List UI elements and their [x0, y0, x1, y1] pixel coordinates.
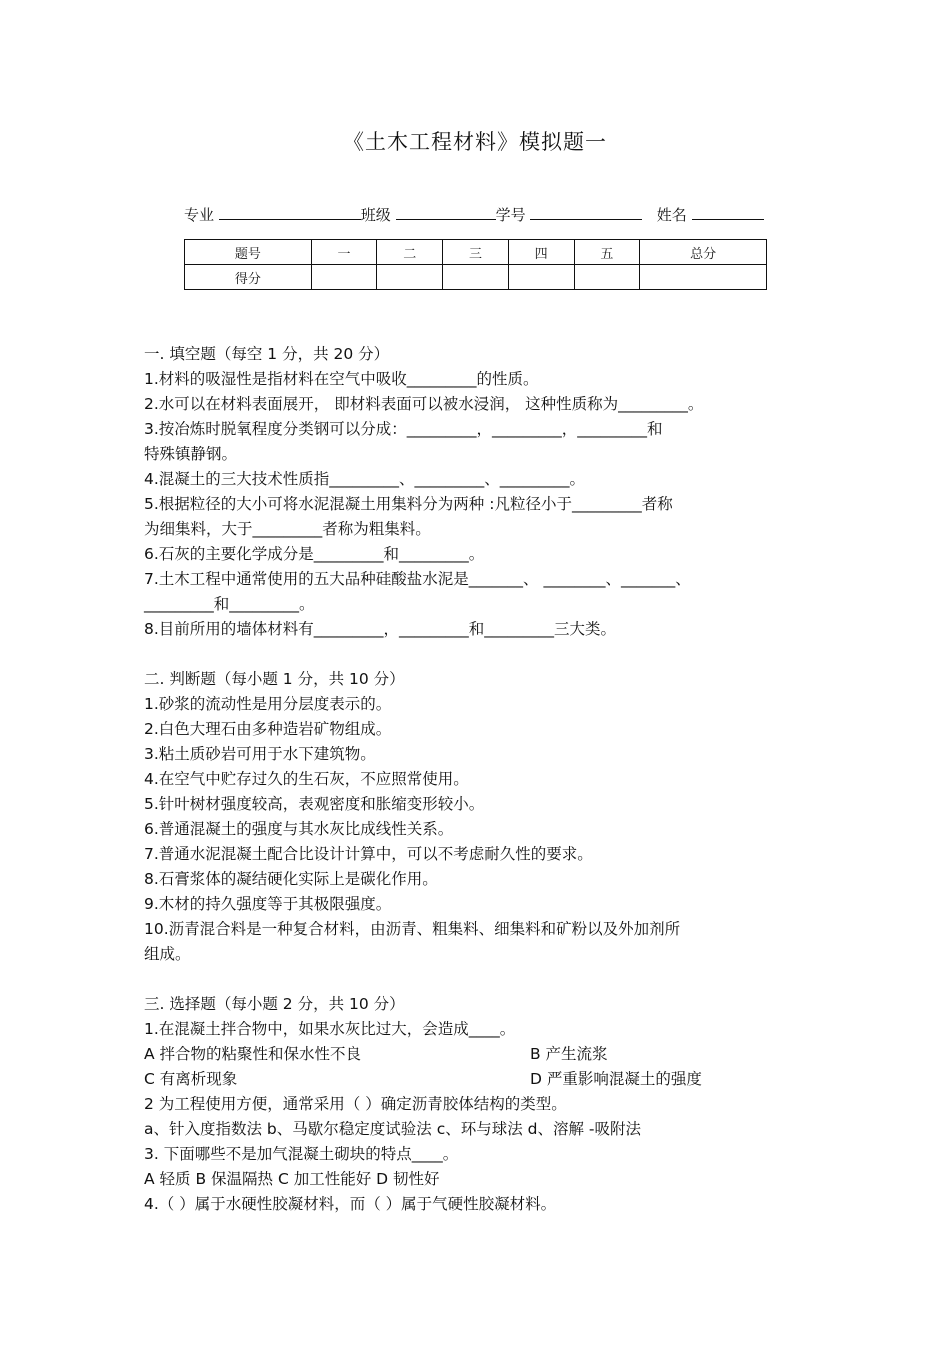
major-field[interactable] — [219, 205, 361, 220]
page-title: 《土木工程材料》模拟题一 — [343, 130, 607, 154]
score-cell[interactable] — [443, 265, 509, 290]
header-cell: 四 — [508, 240, 574, 265]
exam-content — [144, 342, 824, 1217]
option-line: A 轻质 B 保温隔热 C 加工性能好 D 韧性好 — [144, 1170, 440, 1188]
major-label: 专业 — [184, 206, 215, 224]
question-line: 4.混凝土的三大技术性质指_________、_________、_________。 — [144, 470, 586, 488]
question-line: 7.土木工程中通常使用的五大品种硅酸盐水泥是_______、 ________、_______、 — [144, 570, 691, 588]
header-cell: 总分 — [640, 240, 767, 265]
question-line: 4.在空气中贮存过久的生石灰，不应照常使用。 — [144, 770, 469, 788]
question-line: 8.目前所用的墙体材料有_________，_________和_________三大类。 — [144, 620, 617, 638]
question-line: 1.砂浆的流动性是用分层度表示的。 — [144, 695, 392, 713]
score-table — [184, 239, 767, 290]
score-table-header — [185, 240, 767, 265]
option-d: D 严重影响混凝土的强度 — [530, 1070, 702, 1088]
row-label-cell: 得分 — [185, 265, 312, 290]
class-field[interactable] — [396, 205, 496, 220]
question-line: 2 为工程使用方便，通常采用（ ）确定沥青胶体结构的类型。 — [144, 1095, 567, 1113]
score-cell[interactable] — [508, 265, 574, 290]
header-cell: 一 — [311, 240, 377, 265]
section-heading: 三. 选择题（每小题 2 分，共 10 分） — [144, 995, 405, 1013]
score-cell[interactable] — [311, 265, 377, 290]
question-line: 3.按冶炼时脱氧程度分类钢可以分成：_________，_________，_________和 — [144, 420, 663, 438]
question-line: 2.白色大理石由多种造岩矿物组成。 — [144, 720, 392, 738]
student-id-label: 学号 — [495, 206, 526, 224]
question-line: 组成。 — [144, 945, 191, 963]
option-b: B 产生流浆 — [530, 1045, 608, 1063]
student-info-line — [184, 204, 774, 225]
score-table-row — [185, 265, 767, 290]
question-line: 9.木材的持久强度等于其极限强度。 — [144, 895, 392, 913]
question-line: 4.（ ）属于水硬性胶凝材料，而（ ）属于气硬性胶凝材料。 — [144, 1195, 557, 1213]
header-cell: 三 — [443, 240, 509, 265]
question-line: 7.普通水泥混凝土配合比设计计算中，可以不考虑耐久性的要求。 — [144, 845, 593, 863]
header-cell: 题号 — [185, 240, 312, 265]
question-line: 特殊镇静钢。 — [144, 445, 238, 463]
name-field[interactable] — [692, 205, 764, 220]
option-line: a、针入度指数法 b、马歇尔稳定度试验法 c、环与球法 d、溶解 -吸附法 — [144, 1120, 642, 1138]
question-line: 5.根据粒径的大小可将水泥混凝土用集料分为两种 :凡粒径小于_________者称 — [144, 495, 673, 513]
option-row — [144, 1067, 824, 1092]
score-cell[interactable] — [574, 265, 640, 290]
section-heading: 一. 填空题（每空 1 分，共 20 分） — [144, 345, 390, 363]
header-cell: 二 — [377, 240, 443, 265]
option-row — [144, 1042, 824, 1067]
question-line: 8.石膏浆体的凝结硬化实际上是碳化作用。 — [144, 870, 438, 888]
question-line: 1.材料的吸湿性是指材料在空气中吸收_________的性质。 — [144, 370, 539, 388]
section-heading: 二. 判断题（每小题 1 分，共 10 分） — [144, 670, 405, 688]
question-line: 6.普通混凝土的强度与其水灰比成线性关系。 — [144, 820, 454, 838]
question-line: 6.石灰的主要化学成分是_________和_________。 — [144, 545, 485, 563]
question-line: 3. 下面哪些不是加气混凝土砌块的特点____。 — [144, 1145, 459, 1163]
question-line: 5.针叶树材强度较高，表观密度和胀缩变形较小。 — [144, 795, 485, 813]
question-line: 为细集料，大于_________者称为粗集料。 — [144, 520, 431, 538]
question-line: 1.在混凝土拌合物中，如果水灰比过大，会造成____。 — [144, 1020, 516, 1038]
question-line: 3.粘土质砂岩可用于水下建筑物。 — [144, 745, 376, 763]
question-line: 10.沥青混合料是一种复合材料，由沥青、粗集料、细集料和矿粉以及外加剂所 — [144, 920, 681, 938]
option-a: A 拌合物的粘聚性和保水性不良 — [144, 1045, 362, 1063]
student-id-field[interactable] — [530, 205, 642, 220]
question-line: 2.水可以在材料表面展开， 即材料表面可以被水浸润， 这种性质称为_________。 — [144, 395, 704, 413]
option-c: C 有离析现象 — [144, 1070, 238, 1088]
header-cell: 五 — [574, 240, 640, 265]
class-label: 班级 — [360, 206, 391, 224]
question-line: _________和_________。 — [144, 595, 315, 613]
name-label: 姓名 — [656, 206, 687, 224]
score-cell[interactable] — [377, 265, 443, 290]
score-cell[interactable] — [640, 265, 767, 290]
